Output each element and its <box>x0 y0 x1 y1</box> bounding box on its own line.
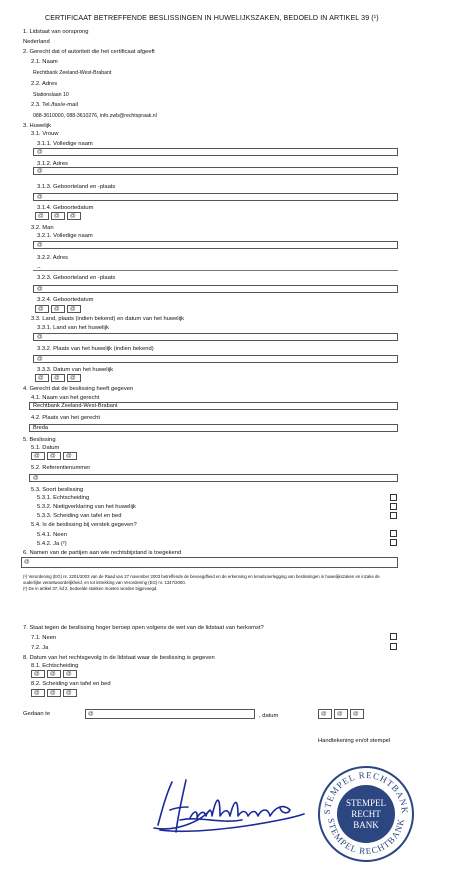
court-address-value: Stationslaan 10 <box>33 92 69 98</box>
appeal-no-label: 7.1. Neen <box>31 635 57 641</box>
decision-date-label: 5.1. Datum <box>31 445 60 451</box>
decision-date-month[interactable]: @ <box>47 452 61 460</box>
marriage-country-field[interactable]: @ <box>33 333 398 341</box>
marriage-date-label: 3.3.3. Datum van het huwelijk <box>37 367 114 373</box>
sign-date-day[interactable]: @ <box>318 709 332 719</box>
man-birthdate-day[interactable]: @ <box>35 305 49 313</box>
annulment-label: 5.3.2. Nietigverklaring van het huwelijk <box>37 504 136 510</box>
footnote-2: (²) De in artikel 37, lid 2, bedoelde stukken moeten worden bijgevoegd. <box>23 586 158 591</box>
man-birthdate-year[interactable]: @ <box>67 305 81 313</box>
default-yes-checkbox[interactable] <box>390 539 397 546</box>
effect-separation-year[interactable]: @ <box>63 689 77 697</box>
handwritten-signature <box>150 770 310 840</box>
man-label: 3.2. Man <box>31 225 54 231</box>
woman-address-label: 3.1.2. Adres <box>37 161 68 167</box>
woman-birthplace-label: 3.1.3. Geboorteland en -plaats <box>37 184 116 190</box>
sign-date-year[interactable]: @ <box>350 709 364 719</box>
marriage-place-label: 3.3.2. Plaats van het huwelijk (indien bekend) <box>37 346 154 352</box>
man-address-line <box>33 270 398 271</box>
judging-court-place-label: 4.2. Plaats van het gerecht <box>31 415 100 421</box>
date-label: , datum <box>259 713 279 719</box>
marriage-label: 3.3. Land, plaats (indien bekend) en datum van het huwelijk <box>31 316 185 322</box>
woman-name-label: 3.1.1. Volledige naam <box>37 141 93 147</box>
judging-court-place-field[interactable]: Breda <box>29 424 398 432</box>
man-birthdate-label: 3.2.4. Geboortedatum <box>37 297 94 303</box>
section-6-label: 6. Namen van de partijen aan wie rechtsbijstand is toegekend <box>23 550 182 556</box>
marriage-place-field[interactable]: @ <box>33 355 398 363</box>
appeal-no-checkbox[interactable] <box>390 633 397 640</box>
woman-birthdate-month[interactable]: @ <box>51 212 65 220</box>
section-8-label: 8. Datum van het rechtsgevolg in de lidstaat waar de beslissing is gegeven <box>23 655 215 661</box>
appeal-yes-label: 7.2. Ja <box>31 645 49 651</box>
footnote-1b: ouderlijke verantwoordelijkheid, en tot intrekking van Verordening (EG) nr. 1347/2000. <box>23 580 186 585</box>
marriage-date-day[interactable]: @ <box>35 374 49 382</box>
effect-separation-day[interactable]: @ <box>31 689 45 697</box>
court-contact-label: 2.3. Tel./fax/e-mail <box>31 102 78 108</box>
marriage-country-label: 3.3.1. Land van het huwelijk <box>37 325 109 331</box>
svg-text:BANK: BANK <box>353 820 379 830</box>
court-name-label: 2.1. Naam <box>31 59 58 65</box>
section-4-label: 4. Gerecht dat de beslissing heeft gegeven <box>23 386 134 392</box>
effect-divorce-month[interactable]: @ <box>47 670 61 678</box>
section-3-label: 3. Huwelijk <box>23 123 52 129</box>
woman-birthplace-field[interactable]: @ <box>33 193 398 201</box>
sign-date-month[interactable]: @ <box>334 709 348 719</box>
section-2-label: 2. Gerecht dat of autoriteit die het certificaat afgeeft <box>23 49 155 55</box>
court-stamp <box>316 764 416 864</box>
woman-birthdate-year[interactable]: @ <box>67 212 81 220</box>
default-no-label: 5.4.1. Neen <box>37 532 67 538</box>
man-birthplace-field[interactable]: @ <box>33 285 398 293</box>
woman-name-field[interactable]: @ <box>33 148 398 156</box>
man-name-label: 3.2.1. Volledige naam <box>37 233 93 239</box>
judging-court-name-field[interactable]: Rechtbank Zeeland-West-Brabant <box>29 402 398 410</box>
section-1-label: 1. Lidstaat van oorsprong <box>23 29 89 35</box>
judging-court-name-label: 4.1. Naam van het gerecht <box>31 395 100 401</box>
decision-date-day[interactable]: @ <box>31 452 45 460</box>
done-at-label: Gedaan te <box>23 711 51 717</box>
default-no-checkbox[interactable] <box>390 530 397 537</box>
divorce-label: 5.3.1. Echtscheiding <box>37 495 90 501</box>
svg-text:STEMPEL RECHTBANK: STEMPEL RECHTBANK <box>325 817 407 857</box>
marriage-date-year[interactable]: @ <box>67 374 81 382</box>
man-address-label: 3.2.2. Adres <box>37 255 68 261</box>
court-contact-value: 088-3610000, 088-3610276, info.zwb@rechtspraak.nl <box>33 113 157 119</box>
effect-divorce-year[interactable]: @ <box>63 670 77 678</box>
member-state-value: Nederland <box>23 39 50 45</box>
appeal-yes-checkbox[interactable] <box>390 643 397 650</box>
man-name-field[interactable]: @ <box>33 241 398 249</box>
legal-aid-parties-field[interactable]: @ <box>21 557 398 568</box>
effect-separation-month[interactable]: @ <box>47 689 61 697</box>
legal-separation-label: 5.3.3. Scheiding van tafel en bed <box>37 513 122 519</box>
woman-address-field[interactable]: @ <box>33 167 398 175</box>
woman-label: 3.1. Vrouw <box>31 131 59 137</box>
court-name-value: Rechtbank Zeeland-West-Brabant <box>33 70 112 76</box>
man-address-value: -- <box>37 265 41 271</box>
legal-separation-checkbox[interactable] <box>390 512 397 519</box>
man-birthplace-label: 3.2.3. Geboorteland en -plaats <box>37 275 116 281</box>
effect-divorce-day[interactable]: @ <box>31 670 45 678</box>
footnote-1a: (¹) Verordening (EG) nr. 2201/2003 van de Raad van 27 november 2003 betreffende de bevoegdheid en de erkenning en tenuitvoerlegging van beslissingen in huwelijkszaken en inzake de <box>23 574 380 579</box>
reference-number-field[interactable]: @ <box>29 474 398 482</box>
default-yes-label: 5.4.2. Ja (²) <box>37 541 67 547</box>
marriage-date-month[interactable]: @ <box>51 374 65 382</box>
reference-number-label: 5.2. Referentienummer <box>31 465 91 471</box>
divorce-checkbox[interactable] <box>390 494 397 501</box>
svg-text:RECHT: RECHT <box>351 809 381 819</box>
svg-text:STEMPEL: STEMPEL <box>345 798 387 808</box>
signature-stamp-label: Handtekening en/of stempel <box>318 738 391 744</box>
decision-type-label: 5.3. Soort beslissing <box>31 487 84 493</box>
default-judgment-label: 5.4. Is de beslissing bij verstek gegeven? <box>31 522 137 528</box>
section-5-label: 5. Beslissing <box>23 437 56 443</box>
done-at-field[interactable]: @ <box>85 709 255 719</box>
certificate-title: CERTIFICAAT BETREFFENDE BESLISSINGEN IN HUWELIJKSZAKEN, BEDOELD IN ARTIKEL 39 (¹) <box>45 14 379 22</box>
effect-separation-label: 8.2. Scheiding van tafel en bed <box>31 681 111 687</box>
svg-text:STEMPEL RECHTBANK: STEMPEL RECHTBANK <box>321 769 411 815</box>
court-address-label: 2.2. Adres <box>31 81 58 87</box>
man-birthdate-month[interactable]: @ <box>51 305 65 313</box>
decision-date-year[interactable]: @ <box>63 452 77 460</box>
annulment-checkbox[interactable] <box>390 503 397 510</box>
section-7-label: 7. Staat tegen de beslissing hoger beroep open volgens de wet van de lidstaat van herkomst? <box>23 625 264 631</box>
effect-divorce-label: 8.1. Echtscheiding <box>31 663 79 669</box>
woman-birthdate-label: 3.1.4. Geboortedatum <box>37 205 94 211</box>
woman-birthdate-day[interactable]: @ <box>35 212 49 220</box>
